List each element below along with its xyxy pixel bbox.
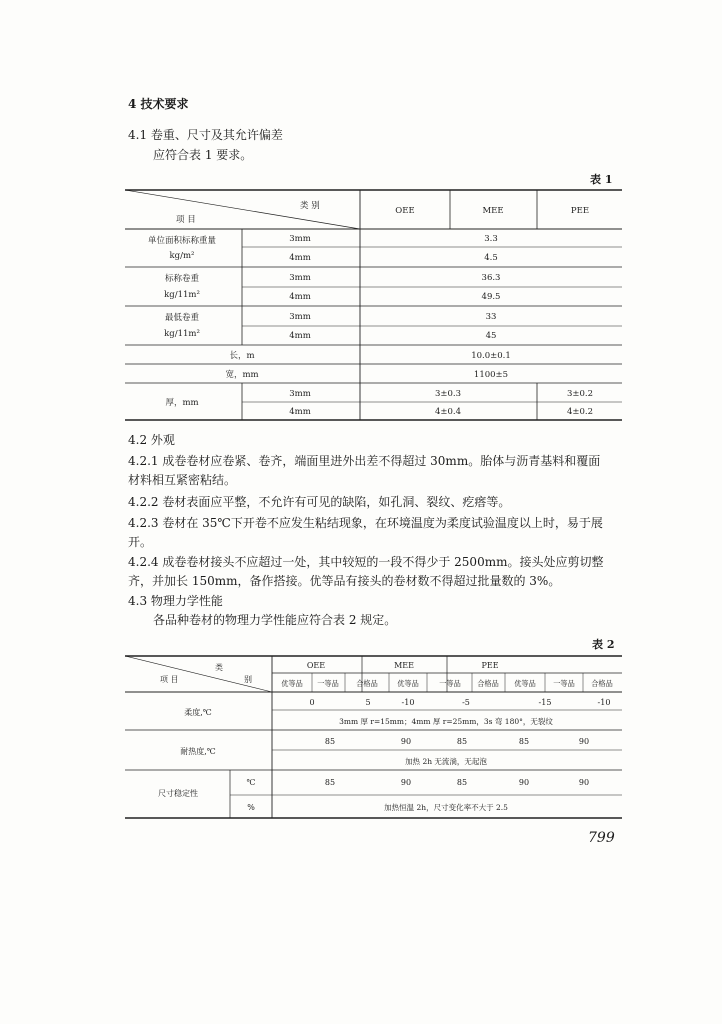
t1-width-label: 宽，mm	[225, 370, 259, 380]
t2-heat-v2: 90	[400, 737, 412, 746]
t2-header-category: 类	[215, 663, 223, 672]
t1-row2-sub3: 3mm	[289, 273, 311, 283]
section-4-3-text: 各品种卷材的物理力学性能应符合表 2 规定。	[153, 613, 397, 627]
t1-length-value: 10.0±0.1	[471, 351, 511, 361]
t1-row1-unit: kg/m²	[169, 251, 195, 261]
t2-grade-oee-2: 一等品	[317, 679, 339, 688]
t1-width-value: 1100±5	[473, 370, 509, 380]
t1-row2-unit: kg/11m²	[164, 290, 200, 300]
t1-thickness-oee-mee-3: 3±0.3	[434, 389, 462, 399]
t1-col-mee: MEE	[482, 206, 504, 216]
section-4-title: 4 技术要求	[128, 97, 189, 111]
t1-row2-val3: 36.3	[481, 273, 501, 283]
t1-row2-val4: 49.5	[481, 292, 501, 302]
t2-heat-label: 耐热度,℃	[180, 747, 216, 756]
t1-thickness-label: 厚，mm	[165, 398, 199, 408]
t1-row1-label: 单位面积标称重量	[147, 236, 217, 246]
table-2-caption: 表 2	[592, 638, 615, 651]
t1-row2-sub4: 4mm	[289, 292, 311, 302]
t1-row3-unit: kg/11m²	[164, 329, 200, 339]
t1-thickness-sub4: 4mm	[289, 407, 311, 417]
t1-thickness-pee-3: 3±0.2	[566, 389, 594, 399]
t1-row3-label: 最低卷重	[164, 313, 200, 323]
t2-heat-note: 加热 2h 无流淌，无起泡	[405, 757, 487, 766]
para-4-2-3: 4.2.3 卷材在 35℃下开卷不应发生粘结现象，在环境温度为柔度试验温度以上时，易于展	[128, 516, 603, 530]
t2-dim-v3: 85	[456, 778, 468, 787]
page-number: 799	[588, 830, 615, 846]
t1-thickness-sub3: 3mm	[289, 389, 311, 399]
para-4-2-2: 4.2.2 卷材表面应平整，不允许有可见的缺陷，如孔洞、裂纹、疙瘩等。	[128, 495, 511, 509]
t1-row3-val4: 45	[485, 331, 497, 341]
t2-heat-v3: 85	[456, 737, 468, 746]
section-4-2-title: 4.2 外观	[128, 433, 175, 447]
t1-row1-sub4: 4mm	[289, 253, 311, 263]
t1-row1-val4: 4.5	[484, 253, 498, 263]
t1-row1-sub3: 3mm	[289, 234, 311, 244]
para-4-2-1-cont: 材料相互紧密粘结。	[128, 473, 237, 487]
t2-flex-v4: -5	[462, 698, 470, 707]
t2-grade-pee-2: 一等品	[553, 679, 575, 688]
section-4-3-title: 4.3 物理力学性能	[128, 594, 223, 608]
t2-flex-note: 3mm 厚 r=15mm；4mm 厚 r=25mm，3s 弯 180°，无裂纹	[339, 717, 553, 726]
t2-group-mee: MEE	[394, 661, 414, 670]
t2-heat-v1: 85	[324, 737, 336, 746]
t1-header-item: 项 目	[176, 215, 196, 225]
t2-dim-v1: 85	[324, 778, 336, 787]
t2-grade-mee-1: 优等品	[397, 679, 419, 688]
t1-row2-label: 标称卷重	[164, 274, 200, 284]
t1-thickness-pee-4: 4±0.2	[566, 407, 594, 417]
table-1-caption: 表 1	[590, 173, 613, 186]
t2-flex-v3: -10	[401, 698, 415, 707]
t2-header-bie: 别	[244, 675, 252, 684]
t2-grade-mee-3: 合格品	[477, 679, 499, 688]
t2-grade-oee-1: 优等品	[281, 679, 303, 688]
t2-grade-pee-1: 优等品	[514, 679, 536, 688]
t2-heat-v5: 90	[578, 737, 590, 746]
t2-dim-unit-c: ℃	[246, 778, 256, 787]
t1-col-oee: OEE	[395, 206, 415, 216]
section-4-1-text: 应符合表 1 要求。	[153, 148, 253, 162]
t1-row3-sub3: 3mm	[289, 312, 311, 322]
t2-dim-v5: 90	[578, 778, 590, 787]
t1-row1-val3: 3.3	[484, 234, 498, 244]
t2-flex-v2: 5	[365, 698, 371, 707]
para-4-2-3-cont: 开。	[128, 535, 153, 549]
section-4-1-title: 4.1 卷重、尺寸及其允许偏差	[128, 128, 283, 142]
para-4-2-4-cont: 齐，并加长 150mm，备作搭接。优等品有接头的卷材数不得超过批量数的 3%。	[128, 574, 561, 588]
t2-header-item: 项 目	[160, 675, 179, 684]
t1-col-pee: PEE	[570, 206, 590, 216]
t2-flex-v6: -10	[597, 698, 611, 707]
t2-group-oee: OEE	[306, 661, 326, 670]
t1-thickness-oee-mee-4: 4±0.4	[434, 407, 462, 417]
t2-grade-oee-3: 合格品	[356, 679, 378, 688]
para-4-2-1: 4.2.1 成卷卷材应卷紧、卷齐，端面里进外出差不得超过 30mm。胎体与沥青基料和覆面	[128, 454, 601, 468]
t2-flex-label: 柔度,℃	[184, 708, 212, 717]
t2-flex-v5: -15	[538, 698, 552, 707]
t1-length-label: 长，m	[229, 351, 255, 361]
t2-dim-label: 尺寸稳定性	[158, 789, 198, 798]
t2-dim-v2: 90	[400, 778, 412, 787]
t2-group-pee: PEE	[481, 661, 499, 670]
para-4-2-4: 4.2.4 成卷卷材接头不应超过一处，其中较短的一段不得少于 2500mm。接头处应剪切整	[128, 555, 604, 569]
t2-dim-unit-pct: %	[247, 803, 255, 812]
t2-flex-v1: 0	[309, 698, 315, 707]
t1-header-category: 类 别	[300, 201, 320, 211]
t2-dim-v4: 90	[518, 778, 530, 787]
t1-row3-val3: 33	[485, 312, 497, 322]
t1-row3-sub4: 4mm	[289, 331, 311, 341]
t2-grade-pee-3: 合格品	[591, 679, 613, 688]
t2-grade-mee-2: 一等品	[439, 679, 461, 688]
t2-heat-v4: 85	[518, 737, 530, 746]
t2-dim-note: 加热恒温 2h，尺寸变化率不大于 2.5	[384, 803, 508, 812]
